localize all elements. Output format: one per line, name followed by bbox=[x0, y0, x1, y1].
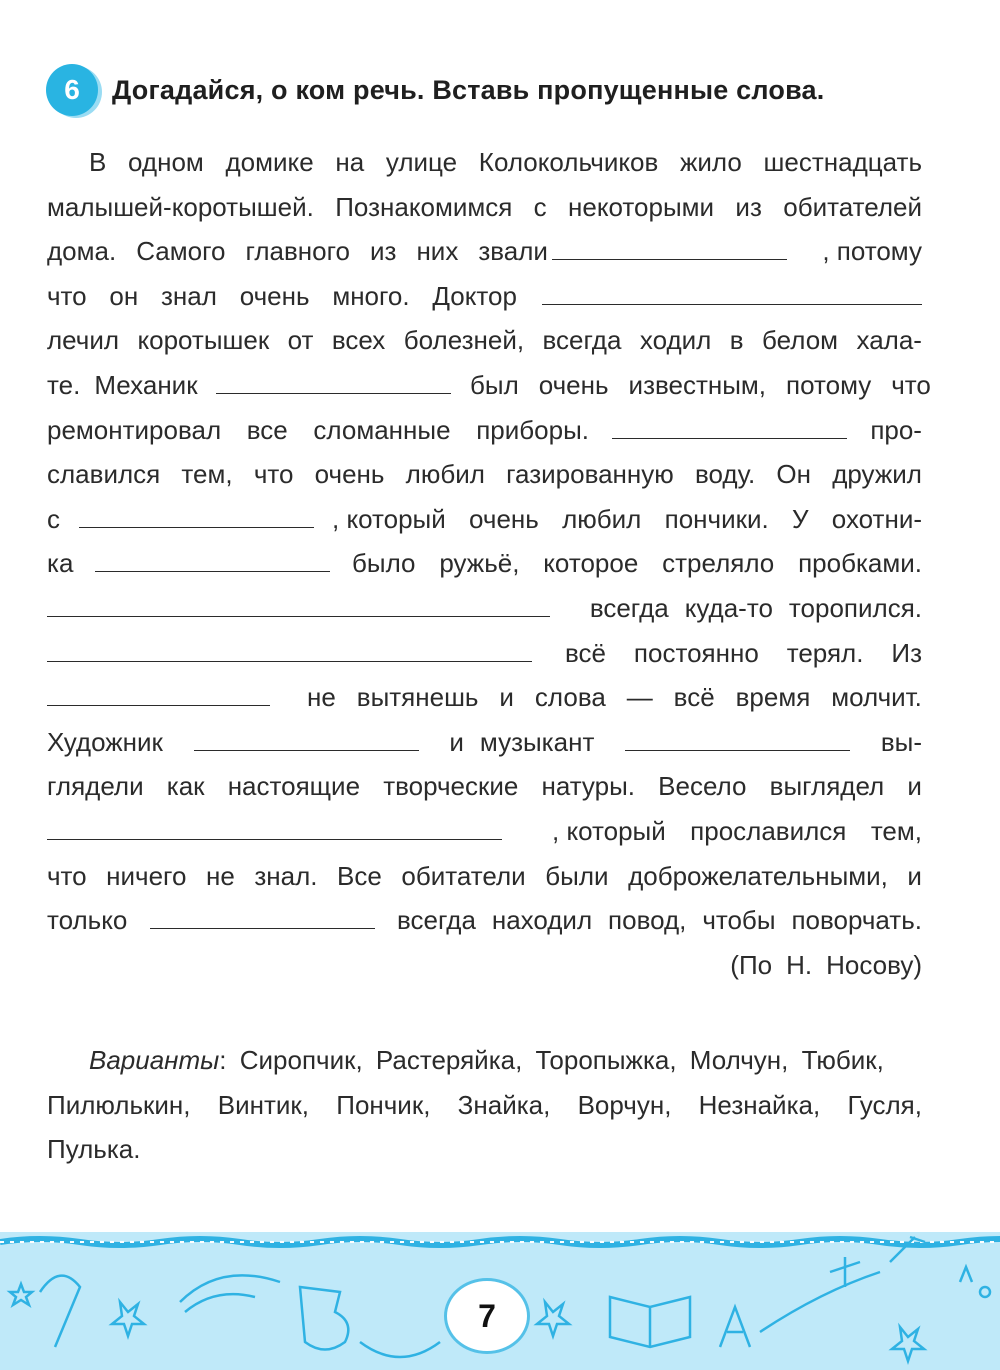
variants-line bbox=[47, 1127, 922, 1172]
word: жило bbox=[680, 147, 742, 177]
text-line bbox=[47, 229, 922, 274]
variants-text: : Сиропчик, Растеряйка, Торопыжка, Молчун, Тюбик, bbox=[219, 1045, 884, 1075]
word: натуры. bbox=[541, 771, 636, 802]
word: шестнадцать bbox=[763, 147, 922, 177]
word: очень bbox=[538, 369, 609, 400]
word: тем, bbox=[870, 815, 922, 846]
word: ничего bbox=[106, 860, 187, 891]
word: любил bbox=[405, 459, 485, 490]
blank-field[interactable] bbox=[542, 274, 922, 305]
word: повод, bbox=[608, 905, 687, 936]
text-segment bbox=[397, 898, 922, 943]
word: болезней, bbox=[403, 325, 525, 356]
word: Все bbox=[337, 860, 382, 891]
word: улице bbox=[385, 147, 458, 177]
word: У bbox=[791, 503, 809, 534]
text-segment bbox=[332, 497, 922, 542]
word: про- bbox=[870, 414, 922, 445]
word: всё bbox=[673, 682, 715, 713]
word: доброжелательными, bbox=[628, 860, 888, 891]
word: и bbox=[907, 860, 922, 891]
word: были bbox=[545, 860, 609, 891]
word: очень bbox=[314, 459, 385, 490]
task-header bbox=[46, 64, 824, 116]
word: ружьё, bbox=[439, 548, 520, 579]
word: знал bbox=[161, 280, 217, 311]
word: , который bbox=[332, 503, 446, 534]
word: Художник bbox=[47, 726, 163, 757]
word: вы- bbox=[880, 726, 922, 757]
word: которое bbox=[543, 548, 639, 579]
text-line bbox=[47, 452, 922, 497]
text-line bbox=[47, 140, 922, 185]
word: из bbox=[370, 236, 397, 267]
word: одном bbox=[128, 147, 204, 177]
word: домике bbox=[225, 147, 314, 177]
text-line bbox=[47, 363, 931, 408]
word: как bbox=[166, 771, 205, 802]
word: (По bbox=[730, 949, 773, 980]
word: тем, bbox=[181, 459, 233, 490]
word: малышей-коротышей. bbox=[47, 191, 314, 222]
text-line bbox=[47, 943, 922, 988]
word: был bbox=[469, 369, 519, 400]
text-line bbox=[47, 541, 922, 586]
word: много. bbox=[332, 280, 410, 311]
word: Познакомимся bbox=[335, 191, 513, 222]
word: глядели bbox=[47, 771, 144, 802]
text-segment bbox=[47, 363, 198, 408]
text-line bbox=[47, 720, 922, 765]
text-segment bbox=[47, 898, 127, 943]
word: с bbox=[533, 191, 547, 222]
blank-field[interactable] bbox=[79, 497, 314, 528]
word: коротышек bbox=[137, 325, 270, 356]
word: В bbox=[89, 147, 107, 177]
word: любил bbox=[562, 503, 642, 534]
blank-field[interactable] bbox=[47, 586, 550, 617]
text-segment bbox=[469, 363, 931, 408]
word: терял. bbox=[786, 637, 864, 668]
word: время bbox=[735, 682, 811, 713]
word: настоящие bbox=[227, 771, 361, 802]
word: слова bbox=[534, 682, 606, 713]
word: охотни- bbox=[831, 503, 922, 534]
text-segment bbox=[47, 720, 163, 765]
word: постоянно bbox=[633, 637, 759, 668]
word: прославился bbox=[690, 815, 847, 846]
word: стреляло bbox=[662, 548, 775, 579]
word: всегда bbox=[589, 592, 669, 623]
variant-word: Пилюлькин, bbox=[47, 1089, 191, 1120]
text-segment bbox=[870, 408, 922, 453]
text-segment bbox=[47, 408, 589, 453]
blank-field[interactable] bbox=[552, 229, 787, 260]
word: и bbox=[907, 771, 922, 802]
blank-field[interactable] bbox=[47, 809, 502, 840]
word: поворчать. bbox=[791, 905, 922, 936]
word: выглядел bbox=[769, 771, 885, 802]
variants-list bbox=[47, 1038, 922, 1172]
word: сломанные bbox=[313, 414, 451, 445]
word: очень bbox=[469, 503, 539, 534]
word: что bbox=[253, 459, 294, 490]
word: Носову) bbox=[826, 949, 922, 980]
word: обитатели bbox=[401, 860, 526, 891]
word: воду. bbox=[694, 459, 756, 490]
text-line bbox=[47, 675, 922, 720]
word: Доктор bbox=[432, 280, 517, 311]
word: в bbox=[729, 325, 744, 356]
task-title: Догадайся, о ком речь. Вставь пропущенные слова. bbox=[112, 74, 825, 105]
word: знал. bbox=[254, 860, 318, 891]
blank-field[interactable] bbox=[216, 363, 451, 394]
word: не bbox=[307, 682, 336, 713]
text-line bbox=[47, 898, 922, 943]
word: всегда bbox=[396, 905, 476, 936]
text-segment bbox=[449, 720, 594, 765]
word: творческие bbox=[383, 771, 519, 802]
blank-field[interactable] bbox=[47, 675, 270, 706]
blank-field[interactable] bbox=[194, 720, 419, 751]
word: всегда bbox=[542, 325, 622, 356]
word: Н. bbox=[786, 949, 813, 980]
variant-word: Пончик, bbox=[336, 1089, 431, 1120]
word: вытянешь bbox=[356, 682, 479, 713]
word: Механик bbox=[94, 369, 198, 400]
text-segment bbox=[822, 229, 922, 274]
text-line bbox=[47, 586, 922, 631]
blank-field[interactable] bbox=[95, 541, 330, 572]
word: дружил bbox=[832, 459, 922, 490]
text-segment bbox=[881, 720, 922, 765]
text-segment bbox=[47, 274, 517, 319]
word: лечил bbox=[47, 325, 120, 356]
text-segment bbox=[590, 586, 922, 631]
text-line bbox=[47, 764, 922, 809]
variants-line bbox=[47, 1038, 922, 1083]
word: чтобы bbox=[702, 905, 776, 936]
page-number: 7 bbox=[444, 1278, 530, 1354]
variants-text: Пулька. bbox=[47, 1134, 141, 1164]
word: , потому bbox=[822, 236, 922, 267]
word: белом bbox=[762, 325, 839, 356]
word: всё bbox=[565, 637, 606, 668]
text-segment bbox=[47, 541, 73, 586]
word: главного bbox=[245, 236, 350, 267]
text-segment bbox=[565, 631, 922, 676]
word: ремонтировал bbox=[47, 414, 222, 445]
variants-label: Варианты bbox=[89, 1045, 220, 1075]
text-segment bbox=[352, 541, 922, 586]
word: молчит. bbox=[831, 682, 922, 713]
text-line bbox=[47, 809, 922, 854]
text-line bbox=[47, 854, 922, 899]
variant-word: Незнайка, bbox=[698, 1089, 821, 1120]
word: — bbox=[626, 682, 653, 713]
variant-word: Ворчун, bbox=[577, 1089, 672, 1120]
text-segment bbox=[47, 229, 548, 274]
text-line bbox=[47, 497, 922, 542]
text-line bbox=[47, 274, 922, 319]
word: все bbox=[246, 414, 288, 445]
word: и bbox=[449, 726, 464, 757]
word: куда-то bbox=[684, 592, 773, 623]
word: было bbox=[352, 548, 416, 579]
word: Самого bbox=[136, 236, 226, 267]
text-line bbox=[47, 318, 922, 363]
text-segment bbox=[307, 675, 922, 720]
word: Он bbox=[776, 459, 811, 490]
word: пробками. bbox=[798, 548, 922, 579]
variant-word: Знайка, bbox=[457, 1089, 551, 1120]
word: обитателей bbox=[783, 191, 922, 222]
word: ходил bbox=[639, 325, 712, 356]
text-line bbox=[47, 408, 922, 453]
word: пончики. bbox=[664, 503, 769, 534]
word: те. bbox=[47, 369, 81, 400]
variant-word: Винтик, bbox=[217, 1089, 310, 1120]
story-text bbox=[47, 140, 931, 987]
text-segment bbox=[552, 809, 922, 854]
word: известным, bbox=[628, 369, 767, 400]
word: на bbox=[335, 147, 365, 177]
blank-field[interactable] bbox=[47, 631, 532, 662]
word: очень bbox=[239, 280, 310, 311]
word: ка bbox=[47, 548, 74, 579]
word: приборы. bbox=[476, 414, 589, 445]
word: торопился. bbox=[788, 592, 922, 623]
word: потому bbox=[786, 369, 872, 400]
word: не bbox=[205, 860, 235, 891]
blank-field[interactable] bbox=[150, 898, 375, 929]
word: что bbox=[47, 860, 87, 891]
word: музыкант bbox=[479, 726, 595, 757]
word: Колокольчиков bbox=[478, 147, 659, 177]
word: них bbox=[416, 236, 459, 267]
word: только bbox=[47, 905, 128, 936]
word: что bbox=[891, 369, 931, 400]
word: из bbox=[735, 191, 762, 222]
word: хала- bbox=[856, 325, 922, 356]
word: , который bbox=[552, 815, 666, 846]
word: дома. bbox=[47, 236, 117, 267]
text-segment bbox=[47, 497, 60, 542]
word: с bbox=[47, 503, 60, 534]
variants-line bbox=[47, 1083, 922, 1128]
word: от bbox=[287, 325, 314, 356]
variant-word: Гусля, bbox=[847, 1089, 922, 1120]
word: Весело bbox=[658, 771, 747, 802]
word: всех bbox=[331, 325, 386, 356]
word: находил bbox=[491, 905, 593, 936]
text-line bbox=[47, 185, 922, 230]
word: славился bbox=[47, 459, 161, 490]
word: и bbox=[499, 682, 514, 713]
word: Из bbox=[891, 637, 922, 668]
word: звали bbox=[478, 236, 548, 267]
word: он bbox=[109, 280, 139, 311]
blank-field[interactable] bbox=[612, 408, 847, 439]
text-line bbox=[47, 631, 922, 676]
word: что bbox=[47, 280, 87, 311]
task-number-badge: 6 bbox=[46, 64, 98, 116]
word: газированную bbox=[506, 459, 674, 490]
word: некоторыми bbox=[568, 191, 715, 222]
blank-field[interactable] bbox=[625, 720, 850, 751]
